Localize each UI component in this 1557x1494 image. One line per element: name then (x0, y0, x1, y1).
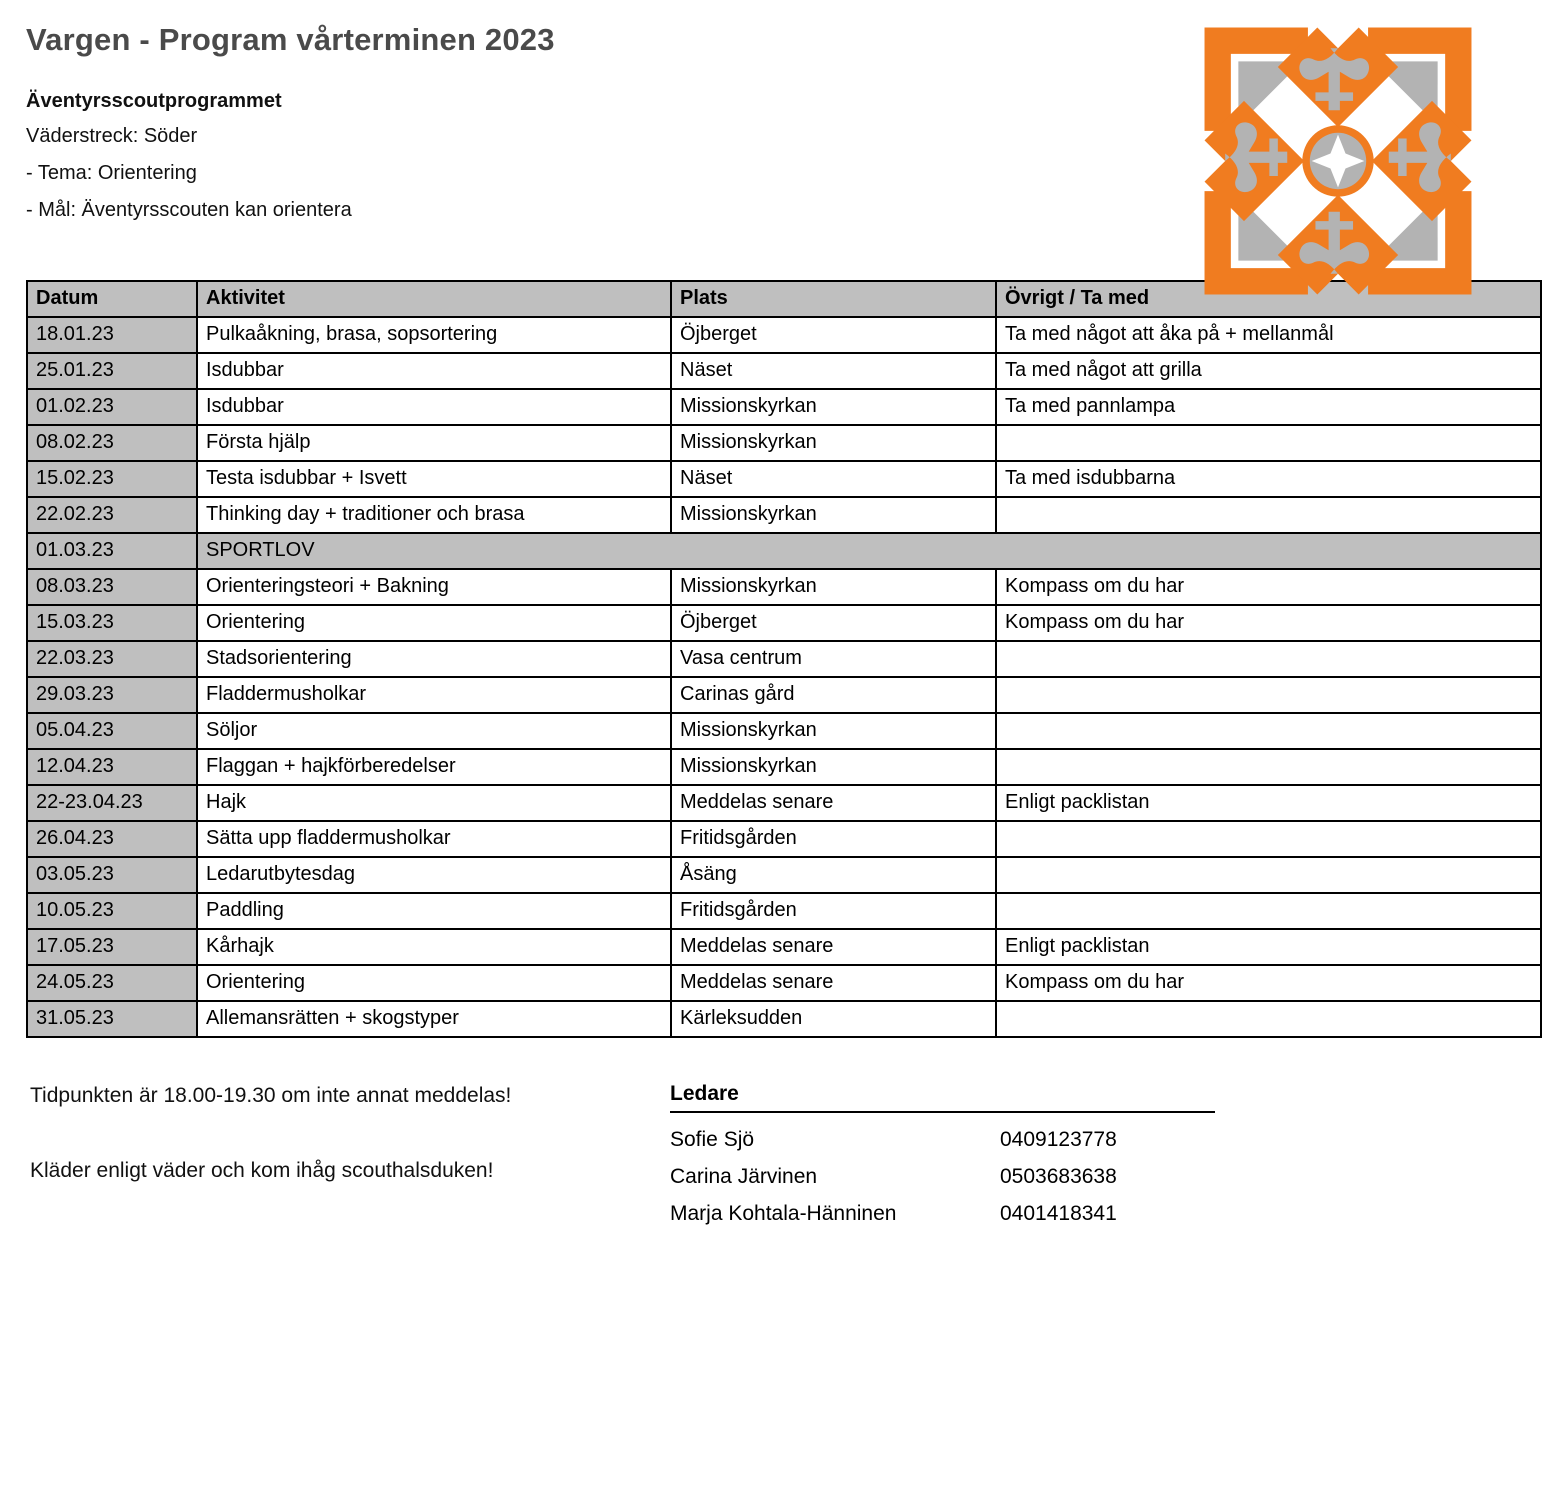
program-table-body (27, 317, 1541, 1037)
cell-plats: Meddelas senare (671, 929, 996, 965)
leader-row (670, 1122, 1215, 1159)
cell-ovrigt: Ta med pannlampa (996, 389, 1541, 425)
cell-aktivitet: Orientering (197, 605, 671, 641)
column-header-aktivitet: Aktivitet (197, 281, 671, 317)
cell-aktivitet: Hajk (197, 785, 671, 821)
table-row (27, 785, 1541, 821)
cell-ovrigt: Kompass om du har (996, 965, 1541, 1001)
cell-datum: 17.05.23 (27, 929, 197, 965)
cell-aktivitet: SPORTLOV (197, 533, 1541, 569)
cell-plats: Carinas gård (671, 677, 996, 713)
cell-plats: Missionskyrkan (671, 713, 996, 749)
cell-ovrigt: Kompass om du har (996, 569, 1541, 605)
cell-ovrigt (996, 749, 1541, 785)
scout-compass-logo (1197, 20, 1479, 302)
leader-row (670, 1159, 1215, 1196)
table-row (27, 605, 1541, 641)
table-row (27, 641, 1541, 677)
table-row (27, 317, 1541, 353)
cell-plats: Fritidsgården (671, 893, 996, 929)
table-row (27, 533, 1541, 569)
cell-ovrigt (996, 1001, 1541, 1037)
cell-ovrigt (996, 857, 1541, 893)
cell-aktivitet: Kårhajk (197, 929, 671, 965)
table-row (27, 425, 1541, 461)
table-row (27, 821, 1541, 857)
cell-datum: 29.03.23 (27, 677, 197, 713)
cell-datum: 05.04.23 (27, 713, 197, 749)
table-row (27, 929, 1541, 965)
cell-plats: Öjberget (671, 317, 996, 353)
cell-datum: 15.03.23 (27, 605, 197, 641)
cell-aktivitet: Flaggan + hajkförberedelser (197, 749, 671, 785)
cell-plats: Missionskyrkan (671, 497, 996, 533)
program-table (26, 280, 1542, 1038)
cell-ovrigt: Ta med något att åka på + mellanmål (996, 317, 1541, 353)
note-time: Tidpunkten är 18.00-19.30 om inte annat meddelas! (30, 1083, 512, 1107)
column-header-datum: Datum (27, 281, 197, 317)
cell-aktivitet: Söljor (197, 713, 671, 749)
leader-phone: 0401418341 (1000, 1201, 1117, 1225)
cell-plats: Åsäng (671, 857, 996, 893)
cell-plats: Vasa centrum (671, 641, 996, 677)
intro-line-goal: - Mål: Äventyrsscouten kan orientera (26, 198, 352, 221)
column-header-plats: Plats (671, 281, 996, 317)
cell-ovrigt (996, 821, 1541, 857)
table-row (27, 893, 1541, 929)
cell-aktivitet: Ledarutbytesdag (197, 857, 671, 893)
cell-plats: Missionskyrkan (671, 749, 996, 785)
leader-phone: 0409123778 (1000, 1127, 1117, 1151)
cell-aktivitet: Allemansrätten + skogstyper (197, 1001, 671, 1037)
cell-datum: 26.04.23 (27, 821, 197, 857)
cell-ovrigt (996, 641, 1541, 677)
cell-datum: 10.05.23 (27, 893, 197, 929)
cell-datum: 03.05.23 (27, 857, 197, 893)
leader-name: Sofie Sjö (670, 1127, 755, 1151)
cell-plats: Meddelas senare (671, 785, 996, 821)
note-clothes: Kläder enligt väder och kom ihåg scouthalsduken! (30, 1158, 494, 1182)
cell-plats: Öjberget (671, 605, 996, 641)
leader-name: Carina Järvinen (670, 1164, 818, 1188)
cell-ovrigt: Ta med något att grilla (996, 353, 1541, 389)
cell-ovrigt: Enligt packlistan (996, 785, 1541, 821)
cell-aktivitet: Fladdermusholkar (197, 677, 671, 713)
cell-aktivitet: Paddling (197, 893, 671, 929)
cell-ovrigt (996, 677, 1541, 713)
cell-plats: Kärleksudden (671, 1001, 996, 1037)
cell-plats: Missionskyrkan (671, 425, 996, 461)
table-row (27, 353, 1541, 389)
table-row (27, 389, 1541, 425)
leader-phone: 0503683638 (1000, 1164, 1117, 1188)
leader-row (670, 1196, 1215, 1233)
cell-datum: 31.05.23 (27, 1001, 197, 1037)
table-row (27, 1001, 1541, 1037)
cell-aktivitet: Isdubbar (197, 389, 671, 425)
cell-aktivitet: Stadsorientering (197, 641, 671, 677)
leaders-block (670, 1082, 1230, 1233)
table-row (27, 461, 1541, 497)
page-title: Vargen - Program vårterminen 2023 (26, 22, 555, 57)
cell-plats: Meddelas senare (671, 965, 996, 1001)
cell-datum: 08.02.23 (27, 425, 197, 461)
cell-plats: Näset (671, 461, 996, 497)
cell-ovrigt: Kompass om du har (996, 605, 1541, 641)
cell-aktivitet: Sätta upp fladdermusholkar (197, 821, 671, 857)
table-row (27, 677, 1541, 713)
cell-datum: 01.03.23 (27, 533, 197, 569)
leaders-title: Ledare (670, 1082, 1215, 1113)
cell-ovrigt: Ta med isdubbarna (996, 461, 1541, 497)
cell-ovrigt (996, 425, 1541, 461)
cell-datum: 18.01.23 (27, 317, 197, 353)
cell-aktivitet: Testa isdubbar + Isvett (197, 461, 671, 497)
cell-datum: 25.01.23 (27, 353, 197, 389)
cell-ovrigt (996, 497, 1541, 533)
cell-ovrigt (996, 893, 1541, 929)
intro-line-compass: Väderstreck: Söder (26, 124, 198, 147)
table-row (27, 713, 1541, 749)
cell-aktivitet: Orienteringsteori + Bakning (197, 569, 671, 605)
cell-datum: 22.03.23 (27, 641, 197, 677)
cell-plats: Fritidsgården (671, 821, 996, 857)
cell-aktivitet: Första hjälp (197, 425, 671, 461)
table-row (27, 965, 1541, 1001)
leaders-table (670, 1122, 1215, 1233)
footer-block (26, 1082, 1537, 1233)
cell-ovrigt: Enligt packlistan (996, 929, 1541, 965)
footer-notes (26, 1082, 670, 1233)
cell-datum: 01.02.23 (27, 389, 197, 425)
column-header-ovrigt: Övrigt / Ta med (996, 281, 1541, 317)
cell-plats: Missionskyrkan (671, 569, 996, 605)
cell-datum: 22.02.23 (27, 497, 197, 533)
cell-datum: 12.04.23 (27, 749, 197, 785)
program-heading: Äventyrsscoutprogrammet (26, 89, 282, 112)
table-row (27, 497, 1541, 533)
cell-datum: 15.02.23 (27, 461, 197, 497)
cell-aktivitet: Thinking day + traditioner och brasa (197, 497, 671, 533)
cell-datum: 24.05.23 (27, 965, 197, 1001)
table-row (27, 569, 1541, 605)
table-row (27, 749, 1541, 785)
leaders-table-body (670, 1122, 1215, 1233)
cell-aktivitet: Isdubbar (197, 353, 671, 389)
table-row (27, 857, 1541, 893)
leader-name: Marja Kohtala-Hänninen (670, 1201, 897, 1225)
cell-datum: 08.03.23 (27, 569, 197, 605)
cell-plats: Missionskyrkan (671, 389, 996, 425)
cell-datum: 22-23.04.23 (27, 785, 197, 821)
cell-aktivitet: Pulkaåkning, brasa, sopsortering (197, 317, 671, 353)
cell-ovrigt (996, 713, 1541, 749)
cell-plats: Näset (671, 353, 996, 389)
intro-line-theme: - Tema: Orientering (26, 161, 197, 184)
cell-aktivitet: Orientering (197, 965, 671, 1001)
